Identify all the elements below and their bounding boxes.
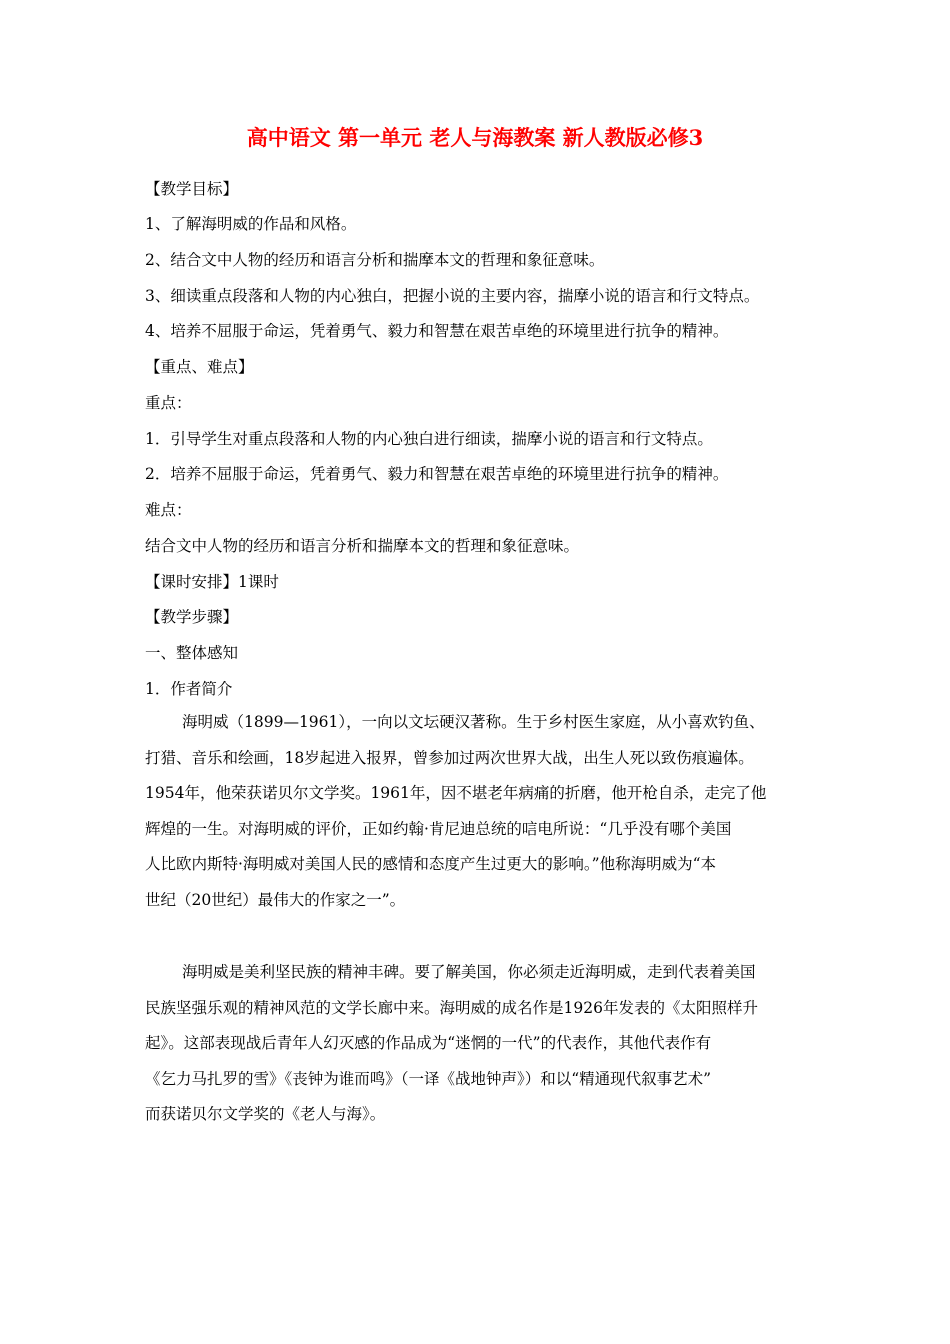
key-points-label: 重点：	[145, 394, 192, 412]
key-point-1: 1．引导学生对重点段落和人物的内心独白进行细读，揣摩小说的语言和行文特点。	[145, 430, 713, 448]
difficult-point-1: 结合文中人物的经历和语言分析和揣摩本文的哲理和象征意味。	[145, 537, 580, 555]
goal-item-4: 4、培养不屈服于命运，凭着勇气、毅力和智慧在艰苦卓绝的环境里进行抗争的精神。	[145, 322, 729, 340]
paragraph-line: 而获诺贝尔文学奖的《老人与海》。	[145, 1105, 386, 1124]
goal-item-1: 1、了解海明威的作品和风格。	[145, 215, 357, 233]
paragraph-line: 民族坚强乐观的精神风范的文学长廊中来。海明威的成名作是1926年发表的《太阳照样升	[145, 998, 758, 1017]
paragraph-line: 打猎、音乐和绘画，18岁起进入报界，曾参加过两次世界大战，出生人死以致伤痕遍体。	[145, 748, 754, 767]
paragraph-line: 海明威（1899—1961），一向以文坛硬汉著称。生于乡村医生家庭，从小喜欢钓鱼、	[182, 713, 765, 731]
paragraph-line: 人比欧内斯特·海明威对美国人民的感情和态度产生过更大的影响。”他称海明威为“本	[145, 855, 717, 874]
paragraph-line: 世纪（20世纪）最伟大的作家之一”。	[145, 890, 406, 909]
heading-teaching-goals: 【教学目标】	[145, 180, 239, 198]
paragraph-line: 1954年，他荣获诺贝尔文学奖。1961年，因不堪老年病痛的折磨，他开枪自杀，走完了他	[145, 784, 767, 803]
document-title: 高中语文 第一单元 老人与海教案 新人教版必修3	[246, 125, 704, 150]
section-overall-perception: 一、整体感知	[145, 644, 239, 662]
paragraph-line: 起》。这部表现战后青年人幻灭感的作品成为“迷惘的一代”的代表作，其他代表作有	[145, 1034, 712, 1053]
author-paragraph-1	[145, 705, 805, 919]
paragraph-line: 海明威是美利坚民族的精神丰碑。要了解美国，你必须走近海明威，走到代表着美国	[182, 963, 756, 981]
heading-teaching-steps: 【教学步骤】	[145, 608, 239, 626]
goal-item-2: 2、结合文中人物的经历和语言分析和揣摩本文的哲理和象征意味。	[145, 251, 605, 269]
paragraph-line: 辉煌的一生。对海明威的评价，正如约翰·肯尼迪总统的唁电所说：“几乎没有哪个美国	[145, 819, 732, 838]
subsection-author-intro: 1．作者简介	[145, 680, 233, 698]
key-point-2: 2．培养不屈服于命运，凭着勇气、毅力和智慧在艰苦卓绝的环境里进行抗争的精神。	[145, 465, 729, 483]
difficult-points-label: 难点：	[145, 501, 192, 519]
heading-class-schedule: 【课时安排】1课时	[145, 573, 279, 591]
goal-item-3: 3、细读重点段落和人物的内心独白，把握小说的主要内容，揣摩小说的语言和行文特点。	[145, 287, 760, 305]
paragraph-line: 《乞力马扎罗的雪》《丧钟为谁而鸣》（一译《战地钟声》）和以“精通现代叙事艺术”	[145, 1069, 712, 1088]
author-paragraph-2	[145, 955, 805, 1133]
heading-key-difficult-points: 【重点、难点】	[145, 358, 254, 376]
